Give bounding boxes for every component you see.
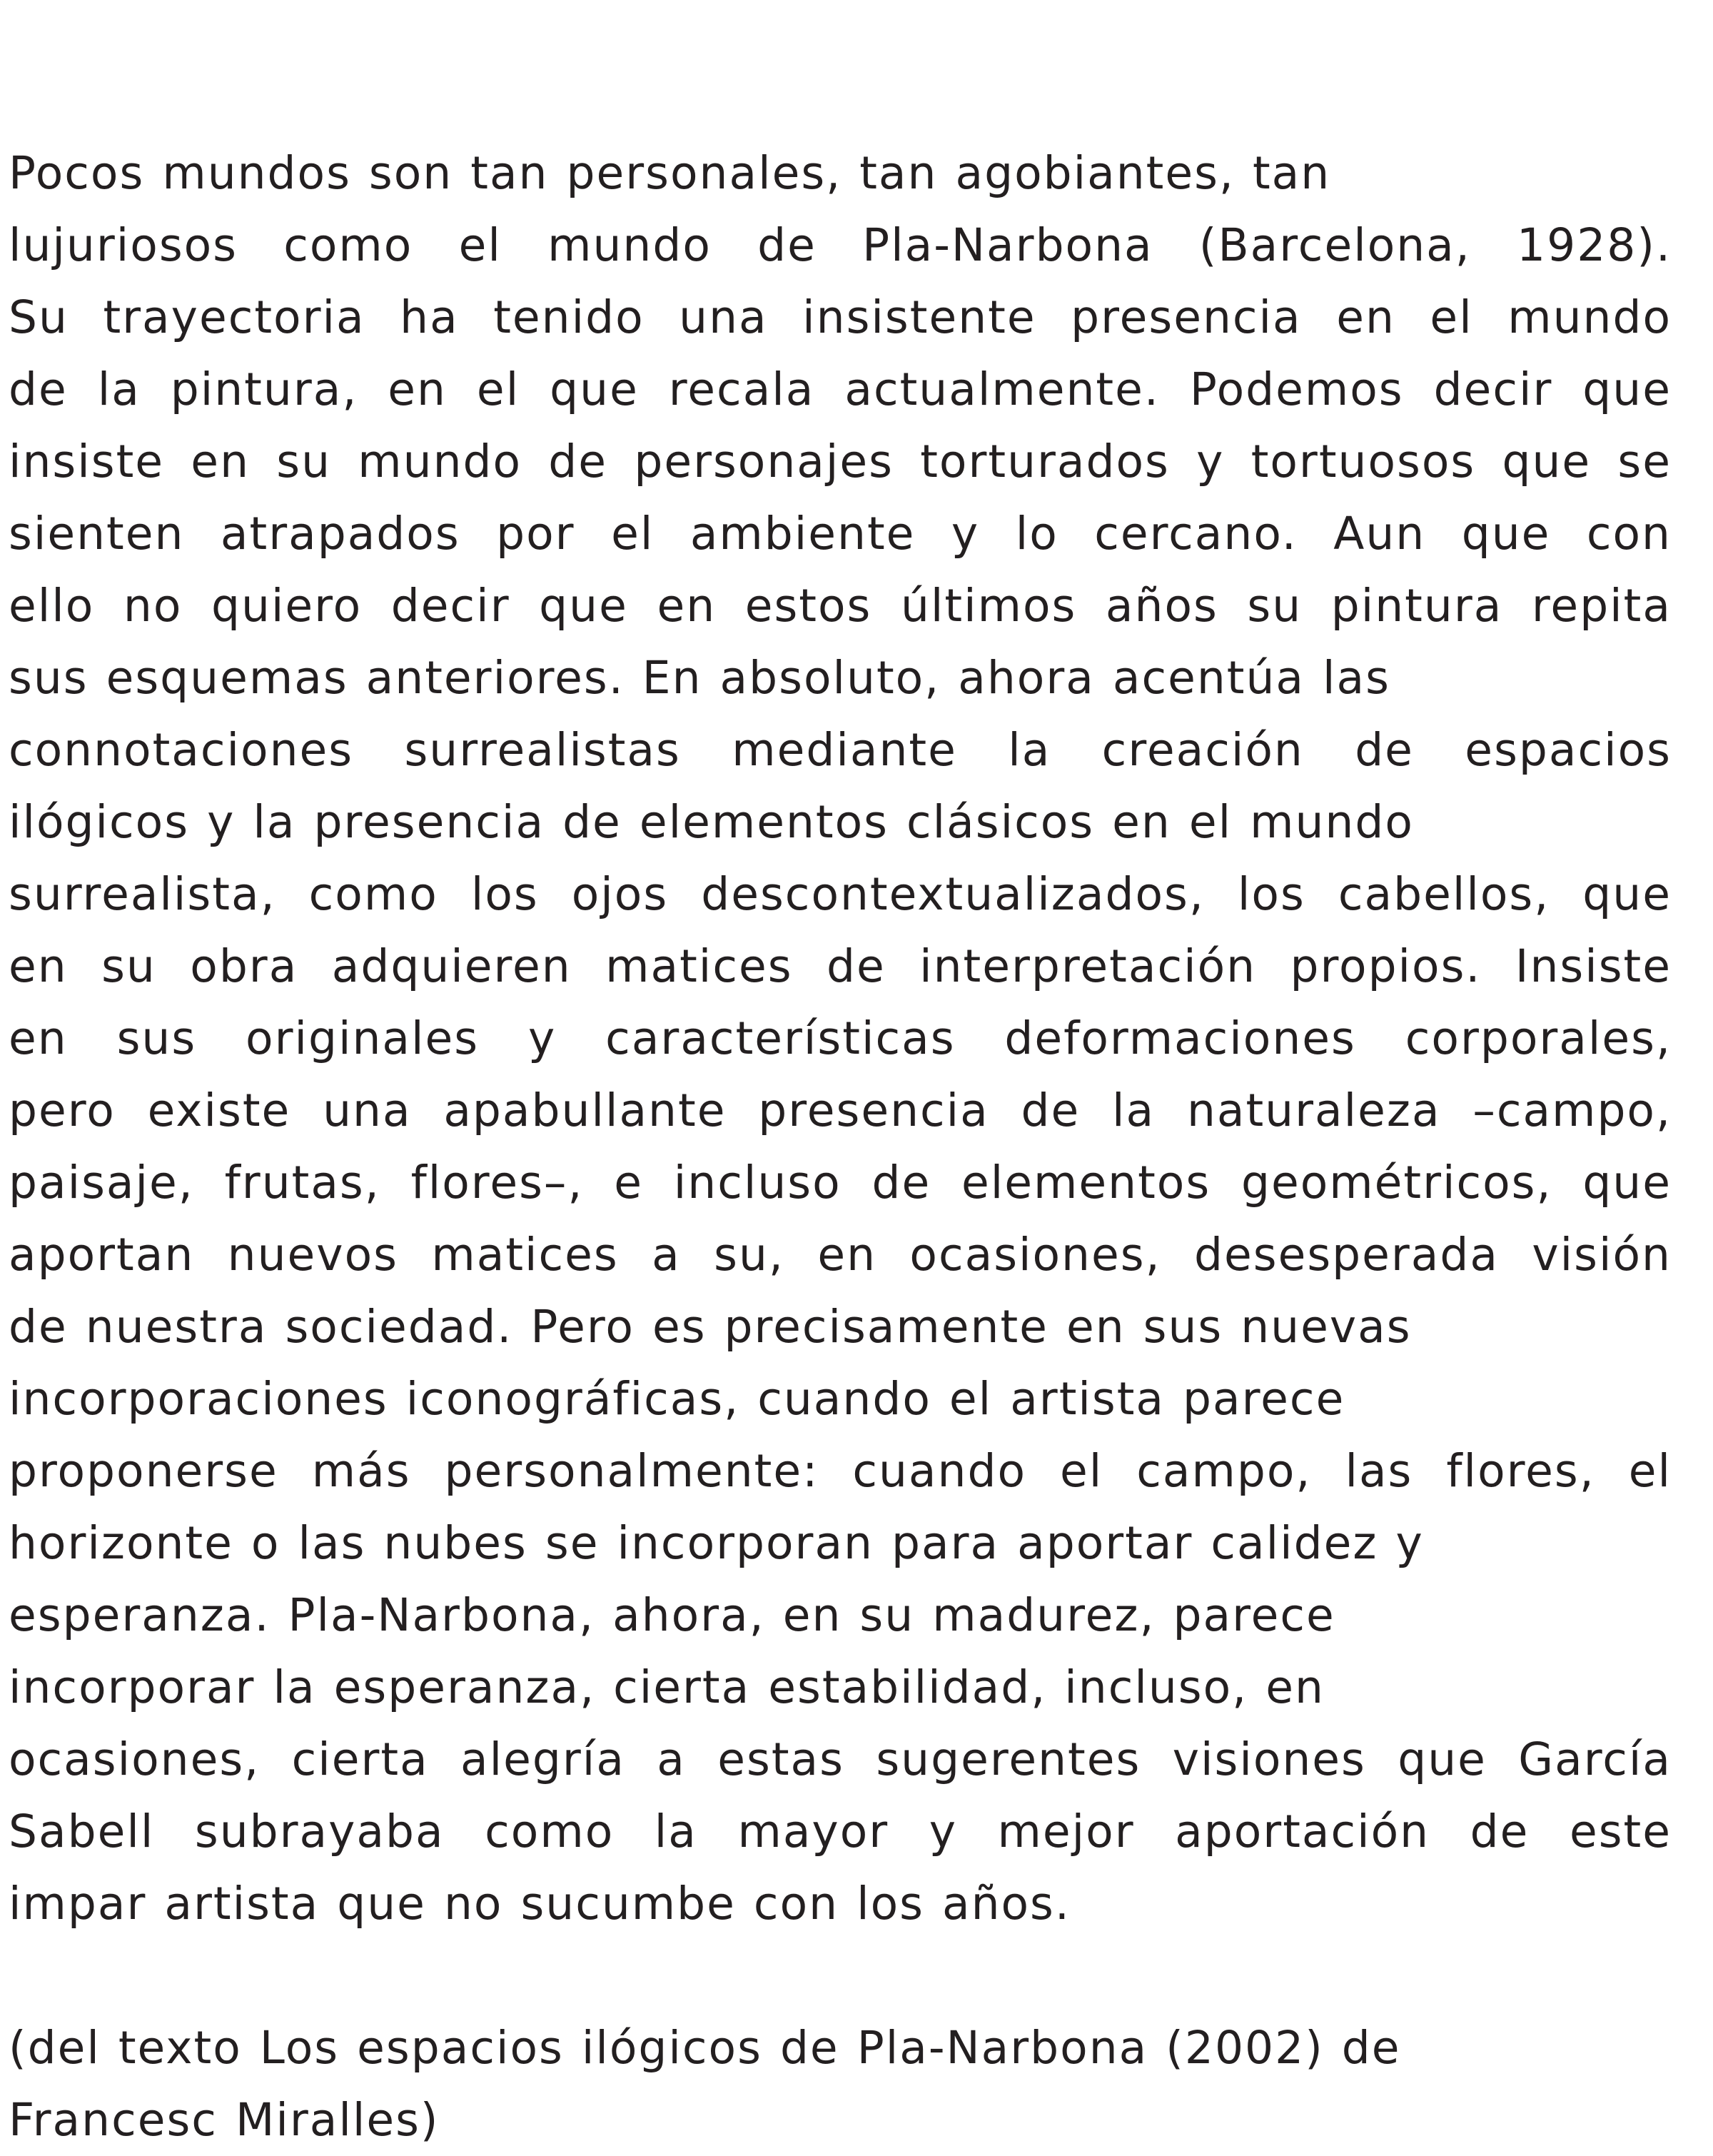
paragraph-line: impar artista que no sucumbe con los años. — [9, 1878, 1071, 1930]
paragraph-line: sienten atrapados por el ambiente y lo cercano. Aun que con — [9, 508, 1672, 560]
citation-line: Francesc Miralles) — [9, 2094, 440, 2146]
paragraph-line: Su trayectoria ha tenido una insistente presencia en el mundo — [9, 291, 1672, 343]
paragraph-line: ocasiones, cierta alegría a estas sugerentes visiones que García — [9, 1733, 1672, 1785]
paragraph-line: Sabell subrayaba como la mayor y mejor aportación de este — [9, 1805, 1672, 1858]
citation-line: (del texto Los espacios ilógicos de Pla-Narbona (2002) de — [9, 2022, 1401, 2074]
paragraph-line: de nuestra sociedad. Pero es precisamente en sus nuevas — [9, 1301, 1412, 1353]
paragraph-line: insiste en su mundo de personajes torturados y tortuosos que se — [9, 435, 1672, 488]
paragraph-line: incorporaciones iconográficas, cuando el artista parece — [9, 1373, 1345, 1425]
paragraph-line: Pocos mundos son tan personales, tan agobiantes, tan — [9, 147, 1331, 199]
paragraph-line: ilógicos y la presencia de elementos clásicos en el mundo — [9, 796, 1414, 848]
paragraph-line: horizonte o las nubes se incorporan para aportar calidez y — [9, 1517, 1424, 1569]
document-page — [9, 137, 1672, 2156]
paragraph-line: en sus originales y características deformaciones corporales, — [9, 1012, 1672, 1064]
paragraph-line: esperanza. Pla-Narbona, ahora, en su madurez, parece — [9, 1589, 1335, 1641]
article-paragraph — [9, 137, 1672, 1940]
paragraph-line: lujuriosos como el mundo de Pla-Narbona (Barcelona, 1928). — [9, 219, 1672, 271]
paragraph-line: aportan nuevos matices a su, en ocasiones, desesperada visión — [9, 1229, 1672, 1281]
paragraph-line: connotaciones surrealistas mediante la creación de espacios — [9, 724, 1672, 776]
paragraph-line: proponerse más personalmente: cuando el campo, las flores, el — [9, 1445, 1672, 1497]
paragraph-line: surrealista, como los ojos descontextualizados, los cabellos, que — [9, 868, 1672, 920]
source-citation — [9, 2012, 1672, 2156]
paragraph-gap — [9, 1940, 1672, 2012]
paragraph-line: ello no quiero decir que en estos últimos años su pintura repita — [9, 580, 1672, 632]
paragraph-line: sus esquemas anteriores. En absoluto, ahora acentúa las — [9, 652, 1390, 704]
paragraph-line: incorporar la esperanza, cierta estabilidad, incluso, en — [9, 1661, 1325, 1713]
paragraph-line: paisaje, frutas, flores–, e incluso de elementos geométricos, que — [9, 1157, 1672, 1209]
paragraph-line: pero existe una apabullante presencia de la naturaleza –campo, — [9, 1084, 1672, 1137]
paragraph-line: en su obra adquieren matices de interpretación propios. Insiste — [9, 940, 1672, 992]
paragraph-line: de la pintura, en el que recala actualmente. Podemos decir que — [9, 363, 1672, 415]
